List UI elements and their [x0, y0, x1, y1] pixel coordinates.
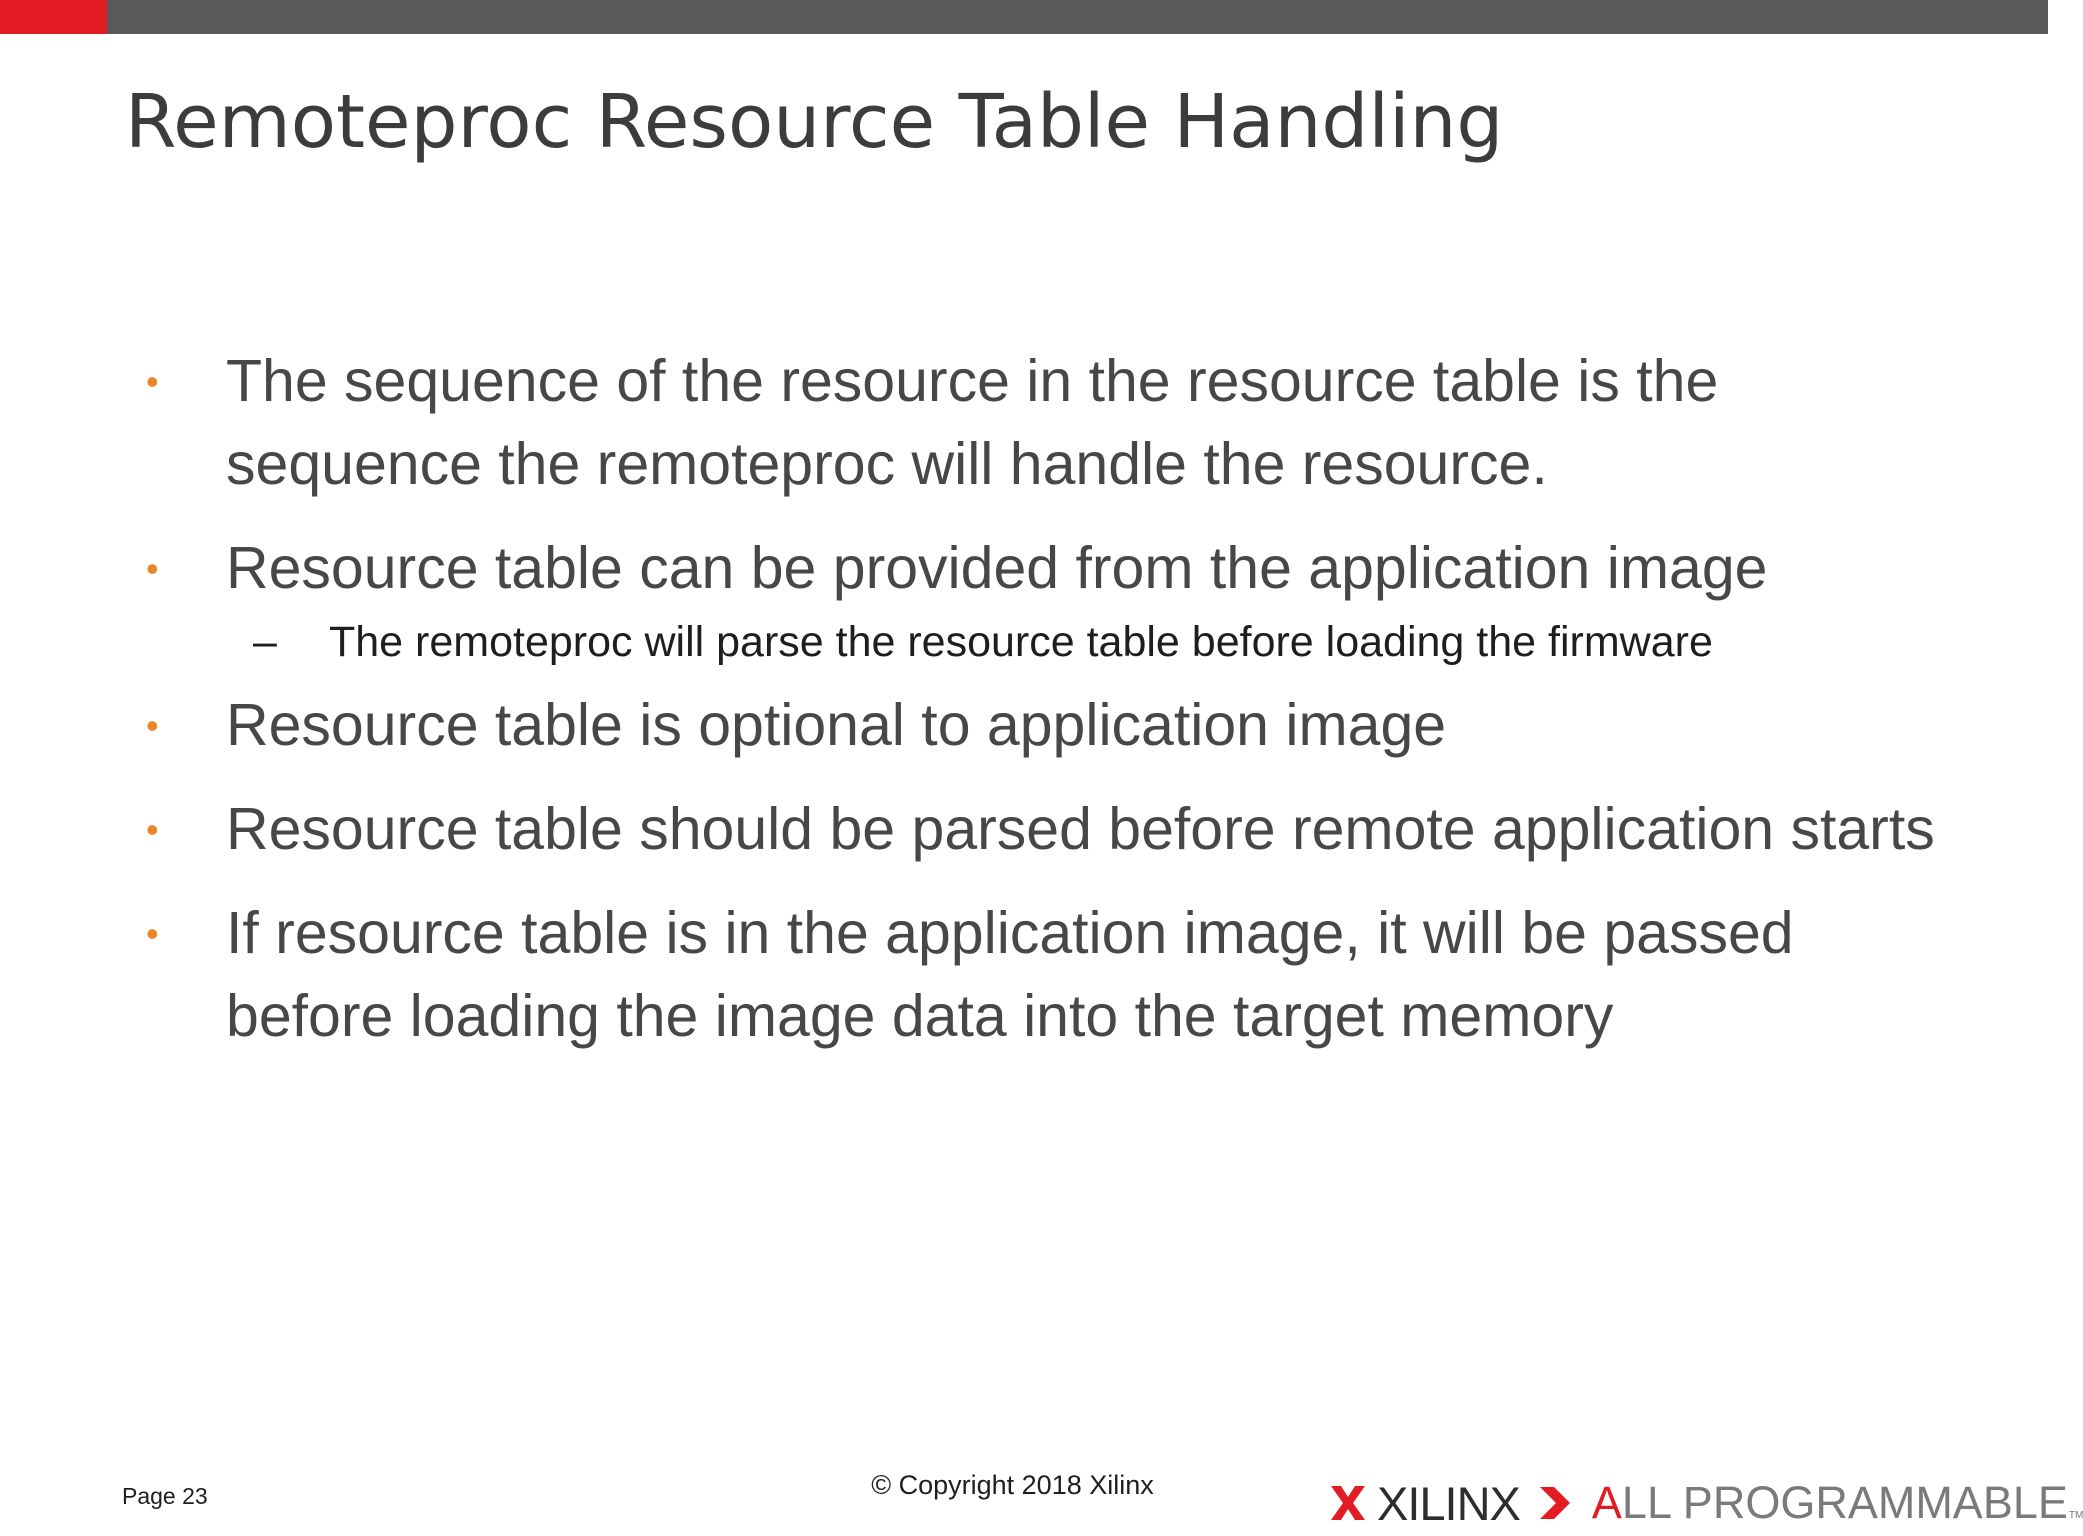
chevron-right-icon: [1538, 1485, 1572, 1521]
bullet-marker: •: [146, 361, 159, 402]
bullet-text: Resource table can be provided from the application image: [226, 535, 1768, 601]
bullet-text: The sequence of the resource in the resource table is the sequence the remoteproc will handle the resource.: [226, 348, 1719, 497]
bullet-text: Resource table should be parsed before remote application starts: [226, 796, 1935, 862]
top-bar: [0, 0, 2048, 34]
bullet-item: [146, 788, 1946, 871]
top-accent-bar: [0, 0, 107, 34]
bullet-marker: •: [146, 913, 159, 954]
bullet-list: [0, 340, 2048, 1079]
bullet-item: [146, 340, 1946, 506]
xilinx-logo: [1327, 1473, 2083, 1533]
bullet-text: If resource table is in the application image, it will be passed before loading the image data into the target memory: [226, 900, 1794, 1049]
sub-bullet-marker: –: [253, 618, 277, 666]
bullet-marker: •: [146, 809, 159, 850]
bullet-marker: •: [146, 548, 159, 589]
slide-title: Remoteproc Resource Table Handling: [125, 79, 1504, 165]
bullet-item: [146, 892, 1946, 1058]
bullet-text: Resource table is optional to application image: [226, 692, 1447, 758]
bullet-item: [146, 684, 1946, 767]
logo-brand-text: XILINX: [1377, 1476, 1520, 1530]
bullet-item: [146, 527, 1946, 610]
sub-bullet-text: The remoteproc will parse the resource table before loading the firmware: [329, 618, 1713, 666]
logo-tagline: [1592, 1477, 2068, 1529]
xilinx-logo-mark-icon: [1327, 1482, 1369, 1524]
logo-tagline-initial: A: [1591, 1477, 1622, 1528]
copyright-notice: © Copyright 2018 Xilinx: [871, 1470, 1154, 1500]
sub-bullet-item: [253, 613, 2009, 671]
bullet-marker: •: [146, 705, 159, 746]
page-number: Page 23: [122, 1483, 208, 1509]
logo-tagline-rest: LL PROGRAMMABLE: [1621, 1477, 2068, 1528]
logo-trademark: TM: [2068, 1510, 2083, 1521]
